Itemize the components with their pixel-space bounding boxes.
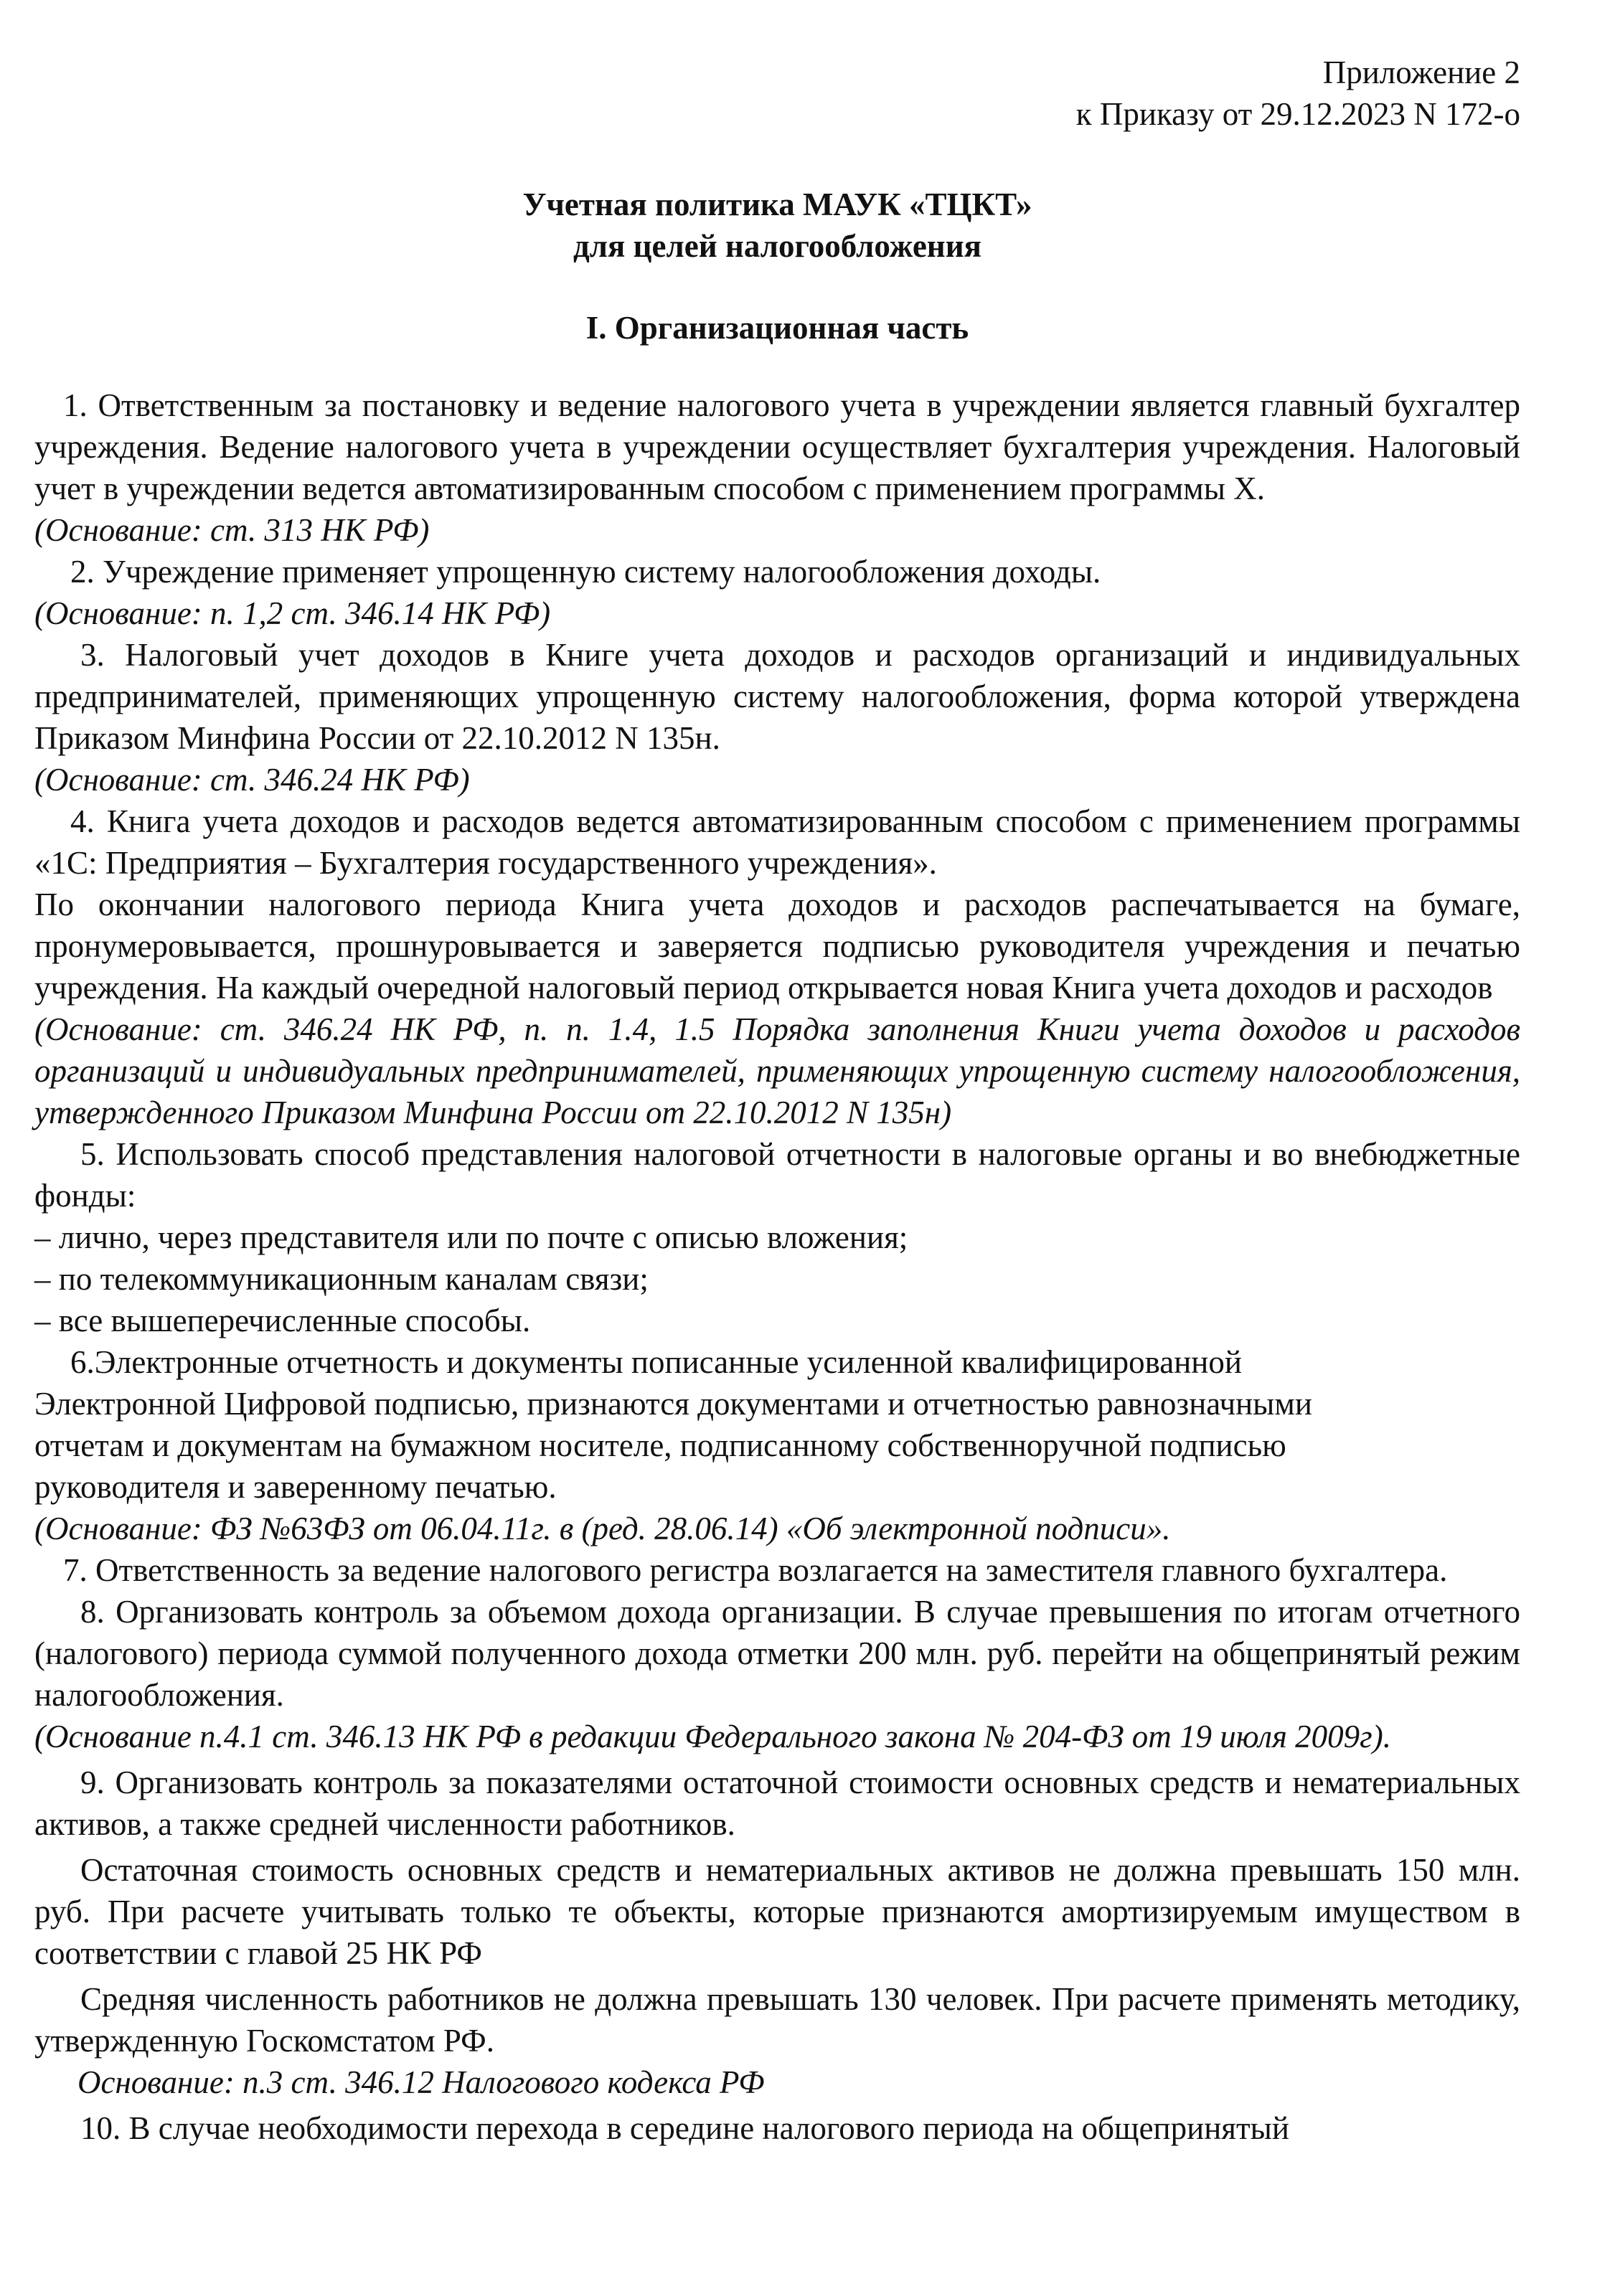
- basis-1: (Основание: ст. 313 НК РФ): [34, 512, 430, 548]
- list-item-in-person: – лично, через представителя или по почте с описью вложения;: [34, 1219, 908, 1255]
- paragraph-9-headcount: Средняя численность работников не должна превышать 130 человек. При расчете применять методику, утвержденную Госкомстатом РФ.: [34, 1981, 1520, 2059]
- document-title: [34, 184, 1520, 267]
- paragraph-1: 1. Ответственным за постановку и ведение налогового учета в учреждении является главный бухгалтер учреждения. Ведение налогового учета в учреждении осуществляет бухгалтерия учреждения. Налоговый учет в учреждении ведется автоматизированным способом с применением программы X.: [34, 387, 1520, 506]
- paragraph-9: 9. Организовать контроль за показателями остаточной стоимости основных средств и нематериальных активов, а также средней численности работников.: [34, 1764, 1520, 1842]
- paragraph-6-line-4: руководителя и заверенному печатью.: [34, 1469, 557, 1505]
- paragraph-7: 7. Ответственность за ведение налогового регистра возлагается на заместителя главного бухгалтера.: [63, 1552, 1448, 1588]
- paragraph-6-line-2: Электронной Цифровой подписью, признаются документами и отчетностью равнозначными: [34, 1386, 1312, 1422]
- paragraph-4: 4. Книга учета доходов и расходов ведется автоматизированным способом с применением программы «1С: Предприятия – Бухгалтерия государственного учреждения».: [34, 803, 1520, 881]
- list-item-telecom: – по телекоммуникационным каналам связи;: [34, 1261, 649, 1297]
- list-item-all-methods: – все вышеперечисленные способы.: [34, 1303, 531, 1338]
- paragraph-8: 8. Организовать контроль за объемом дохода организации. В случае превышения по итогам отчетного (налогового) периода суммой полученного дохода отметки 200 млн. руб. перейти на общепринятый режим налогообложения.: [34, 1594, 1520, 1713]
- paragraph-4-continued: По окончании налогового периода Книга учета доходов и расходов распечатывается на бумаге, пронумеровывается, прошнуровывается и заверяется подписью руководителя учреждения и печатью учреждения. На каждый очередной налоговый период открывается новая Книга учета доходов и расходов: [34, 887, 1520, 1006]
- document-title-line2: для целей налогообложения: [573, 228, 981, 264]
- basis-3: (Основание: ст. 346.24 НК РФ): [34, 762, 470, 798]
- basis-8: (Основание п.4.1 ст. 346.13 НК РФ в редакции Федерального закона № 204-ФЗ от 19 июля 2009г).: [34, 1719, 1391, 1754]
- document-title-line1: Учетная политика МАУК «ТЦКТ»: [522, 186, 1032, 222]
- basis-4: (Основание: ст. 346.24 НК РФ, п. п. 1.4, 1.5 Порядка заполнения Книги учета доходов и расходов организаций и индивидуальных предпринимателей, применяющих упрощенную систему налогообложения, утвержденного Приказом Минфина России от 22.10.2012 N 135н): [34, 1011, 1520, 1130]
- paragraph-9-residual-value: Остаточная стоимость основных средств и нематериальных активов не должна превышать 150 млн. руб. При расчете учитывать только те объекты, которые признаются амортизируемым имуществом в соответствии с главой 25 НК РФ: [34, 1852, 1520, 1971]
- appendix-number: Приложение 2: [1322, 55, 1520, 90]
- appendix-header: [34, 52, 1520, 135]
- basis-6: (Основание: ФЗ №63ФЗ от 06.04.11г. в (ред. 28.06.14) «Об электронной подписи».: [34, 1511, 1171, 1546]
- basis-2: (Основание: п. 1,2 ст. 346.14 НК РФ): [34, 595, 551, 631]
- paragraph-10: 10. В случае необходимости перехода в середине налогового периода на общепринятый: [80, 2110, 1289, 2146]
- section-title: I. Организационная часть: [585, 310, 969, 346]
- paragraph-6-line-3: отчетам и документам на бумажном носителе, подписанному собственноручной подписью: [34, 1427, 1286, 1463]
- basis-9: Основание: п.3 ст. 346.12 Налогового кодекса РФ: [77, 2064, 765, 2100]
- paragraph-2: 2. Учреждение применяет упрощенную систему налогообложения доходы.: [70, 554, 1101, 590]
- paragraph-6-line-1: 6.Электронные отчетность и документы пописанные усиленной квалифицированной: [70, 1344, 1242, 1380]
- paragraph-3: 3. Налоговый учет доходов в Книге учета доходов и расходов организаций и индивидуальных предпринимателей, применяющих упрощенную систему налогообложения, форма которой утверждена Приказом Минфина России от 22.10.2012 N 135н.: [34, 637, 1520, 756]
- order-reference: к Приказу от 29.12.2023 N 172-о: [1075, 96, 1520, 132]
- paragraph-5: 5. Использовать способ представления налоговой отчетности в налоговые органы и во внебюджетные фонды:: [34, 1136, 1520, 1214]
